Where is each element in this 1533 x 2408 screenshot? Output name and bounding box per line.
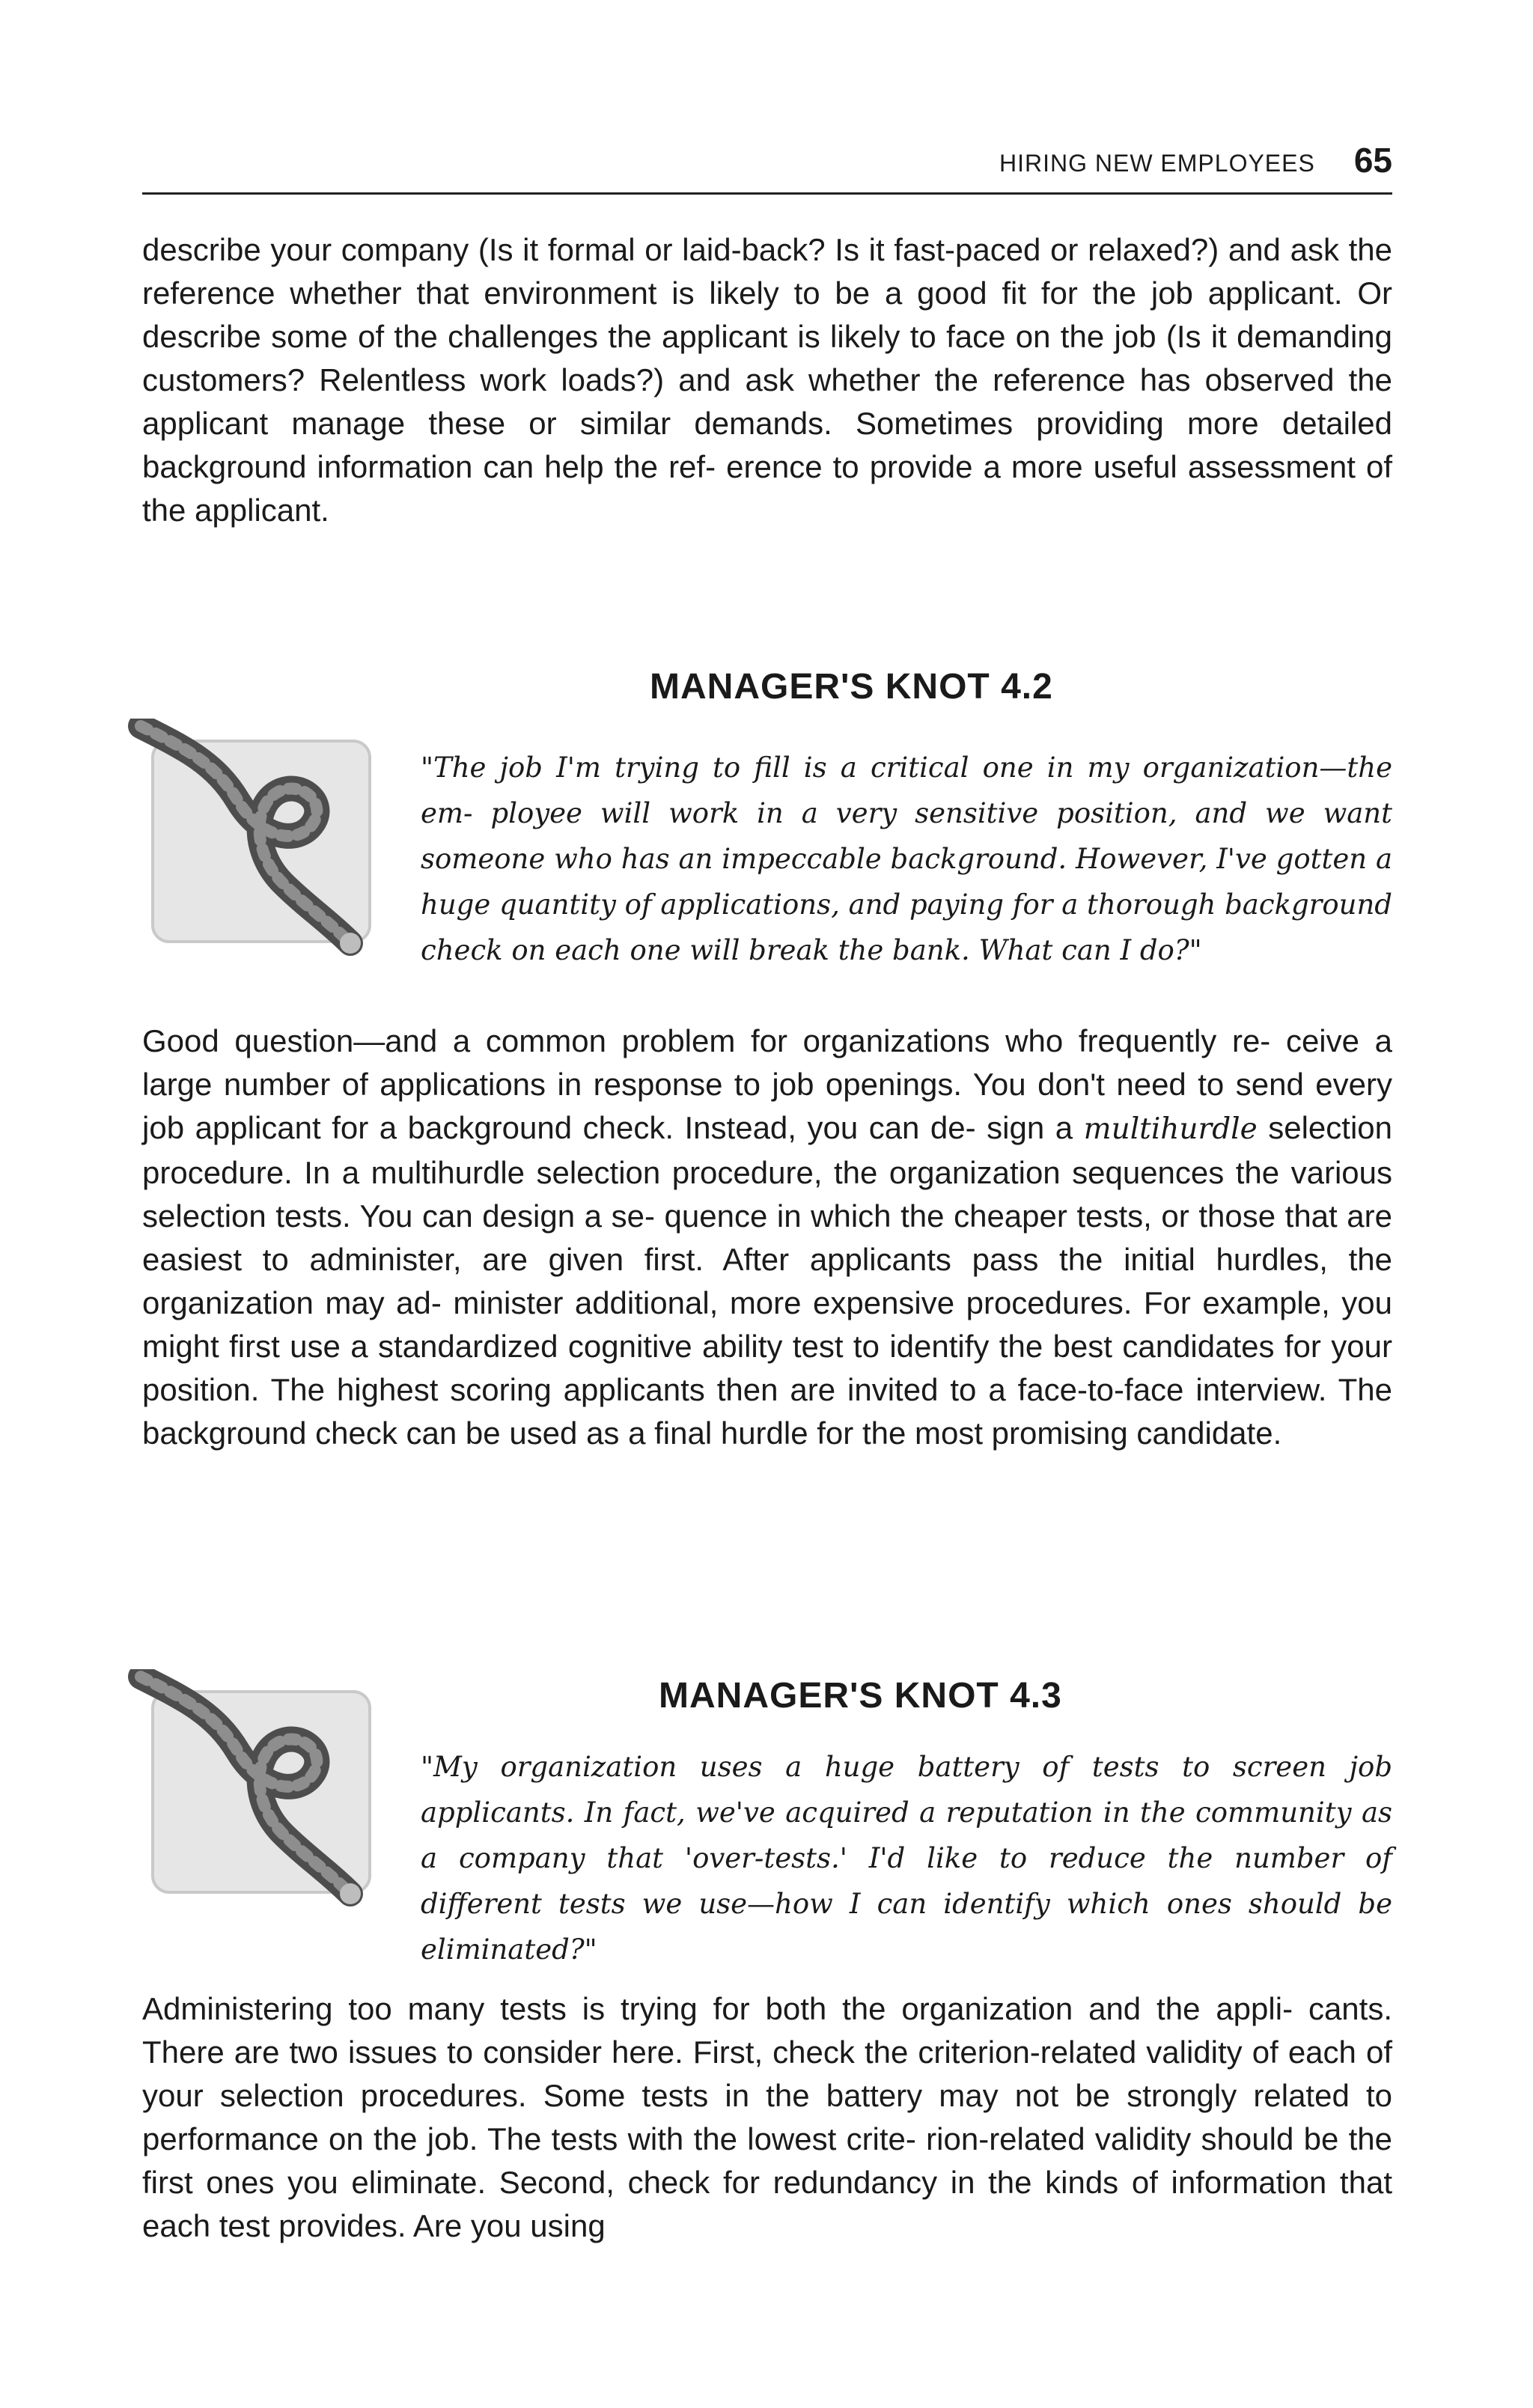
answer-1-text-b: selection procedure. In a multihurdle selection procedure, the organization sequences the various selection tests. You can design a se- quence in which the cheaper tests, or those that are easiest to administer, are given first. After applicants pass the initial hurdles, the organization may ad- minister additional, more expensive procedures. For example, you might first use a standardized cognitive ability test to identify the best candidates for your position. The highest scoring applicants then are invited to a face-to-face interview. The background check can be used as a final hurdle for the most promising candidate.: [142, 1110, 1392, 1451]
intro-paragraph: describe your company (Is it formal or laid-back? Is it fast-paced or relaxed?) and ask the reference whether that environment is likely to be a good fit for the job applicant. Or describe some of the challenges the applicant is likely to face on the job (Is it demanding customers? Relentless work loads?) and ask whether the reference has observed the applicant manage these or similar demands. Sometimes providing more detailed background information can help the ref- erence to provide a more useful assessment of the applicant.: [142, 232, 1392, 528]
answer-paragraph-2: Administering too many tests is trying for both the organization and the appli- cants. There are two issues to consider here. First, check the criterion-related validity of each of your selection procedures. Some tests in the battery may not be strongly related to performance on the job. The tests with the lowest crite- rion-related validity should be the first ones you eliminate. Second, check for redundancy in the kinds of information that each test provides. Are you using: [142, 1991, 1392, 2243]
answer-1-text-a: Good question—and a common problem for organizations who frequently re- ceive a large number of applications in response to job openings. You don't need to send every job applicant for a background check. Instead, you can de- sign a: [142, 1023, 1392, 1145]
answer-paragraph-1: [142, 1019, 1392, 1455]
knot-4-3-quote: "My organization uses a huge battery of tests to screen job applicants. In fact, we've acquired a reputation in the community as a company that 'over-tests.' I'd like to reduce the number of different tests we use—how I can identify which ones should be eliminated?": [421, 1751, 1392, 1966]
knot-4-3-title: MANAGER'S KNOT 4.3: [659, 1676, 1062, 1716]
page-number: 65: [1353, 141, 1392, 180]
term-multihurdle: multihurdle: [1083, 1112, 1258, 1146]
running-title: HIRING NEW EMPLOYEES: [999, 150, 1315, 177]
knot-4-2-title: MANAGER'S KNOT 4.2: [650, 667, 1053, 707]
running-head: [142, 135, 1392, 195]
rope-knot-icon: [126, 1669, 380, 1909]
rope-knot-icon: [126, 719, 380, 958]
knot-4-2-quote: "The job I'm trying to fill is a critical one in my organization—the em- ployee will work in a very sensitive position, and we want someone who has an impeccable background. However, I've gotten a huge quantity of applications, and paying for a thorough background check on each one will break the bank. What can I do?": [421, 752, 1392, 966]
